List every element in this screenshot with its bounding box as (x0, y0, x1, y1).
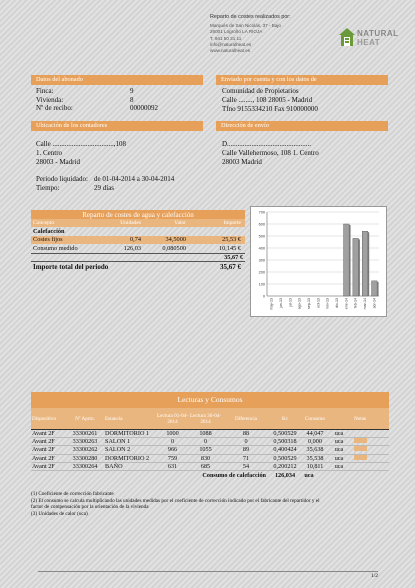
page-footer (38, 571, 378, 579)
shipping-line: 28003 Madrid (222, 157, 262, 166)
readings-total-value: 126,034 (274, 471, 296, 479)
chart-x-tick: ene-14 (344, 298, 349, 310)
chart-x-tick: nov-13 (325, 298, 330, 309)
cost-amount: 25,53 € (222, 236, 241, 244)
shipping-line: Calle Vallehermoso, 108 1. Centro (222, 148, 319, 157)
readings-cell-unit: uca (334, 446, 344, 454)
readings-total-label: Consumo de calefacción (202, 471, 266, 479)
client-header: Datos del abonado (31, 75, 203, 85)
client-row (36, 87, 196, 96)
chart-x-tick: may-13 (269, 298, 274, 310)
chart-x-tick: mar-14 (362, 298, 367, 310)
readings-cell-r1: 1000 (166, 430, 179, 438)
location-header: Ubicación de los contadores (31, 121, 203, 131)
col-difference: Diferencia (235, 415, 257, 422)
readings-row (31, 463, 389, 471)
client-row (36, 104, 196, 113)
readings-title: Lecturas y Consumos (31, 392, 389, 408)
chart-y-tick: 300 (258, 258, 265, 263)
footnote: (1) Coeficiente de corrección fabricante (31, 491, 114, 497)
chart-bar-shadow (368, 232, 369, 296)
cost-table (31, 210, 245, 272)
readings-cell-r1: 759 (167, 454, 178, 462)
cost-columns (31, 219, 245, 227)
readings-cell-diff: 88 (242, 430, 250, 438)
footnote: (3) Unidades de calor (uca) (31, 510, 88, 517)
cost-amount: 10,145 € (218, 244, 241, 252)
readings-cell-num: 33300264 (72, 462, 98, 470)
page-number: 1/2 (370, 573, 378, 579)
chart-y-tick: 700 (258, 210, 265, 215)
client-value: 00000092 (130, 104, 158, 113)
readings-cell-room: SALON 1 (105, 438, 131, 446)
chart-x-tick: feb-14 (353, 298, 358, 309)
client-value: 8 (130, 95, 134, 104)
readings-cell-r1: 0 (170, 438, 175, 446)
period-row (36, 175, 236, 184)
readings-cell-kc: 0,200212 (273, 462, 297, 470)
company-line: Marqués de San Nicolás, 37 - Bajo (210, 23, 281, 29)
readings-row (31, 438, 389, 446)
col-kc: Kc (281, 415, 289, 422)
chart-y-tick: 500 (258, 234, 265, 239)
chart-bar-shadow (377, 282, 378, 296)
billing-line: Calle ........, 108 28005 - Madrid (222, 95, 313, 104)
readings-cell-r1: 631 (167, 462, 178, 470)
readings-cell-cons: 35,538 (306, 454, 324, 462)
logo-text-heat: HEAT (357, 38, 381, 47)
col-reading-start: Lectura 01-04-2014 (157, 412, 188, 425)
logo-text-natural: NATURAL (357, 29, 399, 38)
readings-cell-device: Avant 2F (32, 438, 55, 446)
chart-y-tick: 0 (262, 294, 265, 299)
readings-row (31, 446, 389, 454)
readings-cell-num: 33300262 (72, 446, 98, 454)
readings-cell-kc: 0,500318 (273, 438, 297, 446)
readings-cell-r2: 685 (200, 462, 211, 470)
readings-cell-unit: uca (334, 430, 344, 438)
billing-line: Tfno 9155334210 Fax 910000000 (222, 104, 318, 113)
readings-cell-r2: 0 (203, 438, 208, 446)
location-block (36, 140, 206, 166)
col-reading-end: Lectura 30-04-2014 (190, 412, 221, 425)
chart-x-tick: ago-13 (297, 298, 302, 310)
readings-cell-diff: 0 (244, 438, 248, 446)
shipping-block (222, 140, 387, 166)
readings-cell-r2: 830 (200, 454, 211, 462)
company-line: T. 941 50 31 11 (210, 35, 242, 41)
company-title: Reparto de costes realizados por: (210, 14, 291, 20)
consumption-chart-svg (251, 207, 386, 316)
cost-section-label: Calefacción (33, 227, 65, 235)
cost-concept: Costes fijos (33, 236, 63, 244)
cost-col-concept: Concepto (33, 220, 55, 226)
chart-y-tick: 400 (258, 246, 265, 251)
cost-value: 0,080500 (162, 244, 186, 252)
readings-cell-unit: uca (334, 438, 344, 446)
readings-cell-device: Avant 2F (32, 446, 55, 454)
time-row (36, 184, 236, 193)
cost-subtotal: 35,67 € (224, 254, 243, 262)
house-logo-icon (339, 27, 355, 47)
company-info (210, 14, 330, 54)
readings-row (31, 430, 389, 438)
chart-y-tick: 200 (258, 270, 265, 275)
company-line: 26001 Logroño LA RIOJA (210, 29, 263, 35)
chart-bar (344, 224, 350, 296)
location-line: 28003 - Madrid (36, 157, 80, 166)
cost-section (31, 227, 245, 236)
period-table (36, 175, 236, 192)
cost-total-row (31, 261, 245, 272)
chart-bar-shadow (358, 239, 359, 296)
readings-cell-room: BAÑO (105, 462, 123, 470)
chart-x-tick: sep-13 (306, 298, 311, 309)
footnote: (2) El consumo se calcula multiplicando las unidades medidas por el coeficiente de corrección indicado por el fabricante del repartidor y el (31, 497, 320, 504)
col-number: Nº Aprto. (75, 415, 95, 422)
readings-cell-device: Avant 2F (32, 454, 55, 462)
note-marker (348, 446, 372, 453)
readings-cell-room: DORMITORIO 1 (105, 430, 150, 438)
readings-table (31, 392, 389, 479)
billing-block (222, 87, 387, 113)
readings-cell-kc: 0,500529 (273, 454, 297, 462)
readings-cell-diff: 71 (242, 454, 250, 462)
time-value: 29 días (94, 183, 115, 192)
period-value: de 01-04-2014 a 30-04-2014 (94, 175, 175, 183)
readings-total-row (31, 471, 389, 479)
client-row (36, 96, 196, 105)
note-marker (348, 455, 372, 462)
chart-x-tick: oct-13 (316, 298, 321, 308)
readings-row (31, 455, 389, 463)
readings-cell-r1: 966 (167, 446, 178, 454)
natural-heat-logo (339, 27, 399, 53)
col-consumption: Consumo (305, 415, 325, 422)
readings-total-unit: uca (304, 471, 314, 479)
readings-cell-unit: uca (334, 462, 344, 470)
readings-rows (31, 430, 389, 471)
readings-cell-unit: uca (334, 454, 344, 462)
readings-cell-room: DORMITORIO 2 (105, 454, 150, 462)
cost-col-units: Unidades (120, 220, 141, 226)
readings-cell-device: Avant 2F (32, 430, 55, 438)
col-notes: Notas (353, 415, 367, 422)
readings-cell-num: 33300263 (72, 438, 98, 446)
client-value: 9 (130, 87, 134, 95)
shipping-line: D................................................ (222, 140, 312, 148)
chart-x-tick: abr-14 (372, 298, 377, 309)
readings-cell-diff: 89 (242, 446, 250, 454)
location-line: Calle ...................................,108 (36, 140, 127, 148)
cost-units: 126,03 (123, 244, 141, 252)
readings-cell-num: 33300280 (72, 454, 98, 462)
chart-x-tick: jul-13 (288, 298, 293, 307)
cost-col-value: Valor (174, 220, 186, 226)
chart-bar (372, 281, 378, 296)
readings-cell-cons: 35,638 (306, 446, 324, 454)
cost-subtotal-row (31, 253, 245, 262)
cost-units: 0,74 (129, 236, 141, 244)
cost-concept: Consumo medido (33, 244, 78, 252)
readings-cell-r2: 1055 (199, 446, 212, 454)
readings-cell-num: 33300261 (72, 430, 98, 438)
cost-total-value: 35,67 € (220, 263, 241, 272)
chart-bar (353, 238, 359, 296)
chart-x-tick: jun-13 (278, 298, 283, 308)
readings-cell-room: SALON 2 (105, 446, 131, 454)
readings-cell-cons: 10,811 (306, 462, 324, 470)
cost-total-label: Importe total del periodo (33, 263, 109, 272)
readings-columns (31, 408, 389, 430)
chart-x-tick: dic-13 (334, 298, 339, 308)
col-device: Dispositivo (32, 415, 56, 422)
shipping-header: Dirección de envío (216, 121, 388, 131)
readings-cell-device: Avant 2F (32, 462, 55, 470)
cost-row (31, 244, 245, 253)
readings-cell-kc: 0,400424 (273, 446, 297, 454)
chart-bar-shadow (349, 225, 350, 296)
readings-cell-cons: 44,047 (306, 430, 324, 438)
company-line: www.naturalheat.es (210, 48, 251, 54)
client-label: Finca: (36, 87, 54, 95)
time-label: Tiempo: (36, 183, 60, 192)
client-table (36, 87, 196, 113)
readings-cell-diff: 54 (242, 462, 250, 470)
col-room: Estancia (105, 415, 123, 422)
footnotes (31, 491, 361, 517)
client-label: Nº de recibo: (36, 104, 73, 113)
chart-y-tick: 100 (258, 282, 265, 287)
chart-y-tick: 600 (258, 222, 265, 227)
cost-col-amount: Importe (223, 220, 241, 226)
footnote: factor de compensación por la orientación de la vivienda (31, 504, 149, 511)
chart-bar (362, 231, 368, 296)
readings-cell-r2: 1088 (199, 430, 212, 438)
billing-line: Comunidad de Propietarios (222, 87, 299, 95)
consumption-chart (250, 206, 387, 317)
location-line: 1. Centro (36, 148, 63, 157)
cost-title: Reparto de costes de agua y calefacción (31, 210, 245, 219)
note-marker (348, 438, 372, 445)
client-label: Vivienda: (36, 95, 64, 104)
billing-header: Enviado por cuenta y con los datos de (216, 75, 388, 85)
readings-cell-cons: 0,000 (308, 438, 322, 446)
readings-cell-kc: 0,500529 (273, 430, 297, 438)
cost-row (31, 236, 245, 245)
period-label: Periodo liquidado: (36, 175, 88, 183)
cost-value: 34,5000 (165, 236, 186, 244)
company-line: info@naturalheat.es (210, 41, 252, 47)
